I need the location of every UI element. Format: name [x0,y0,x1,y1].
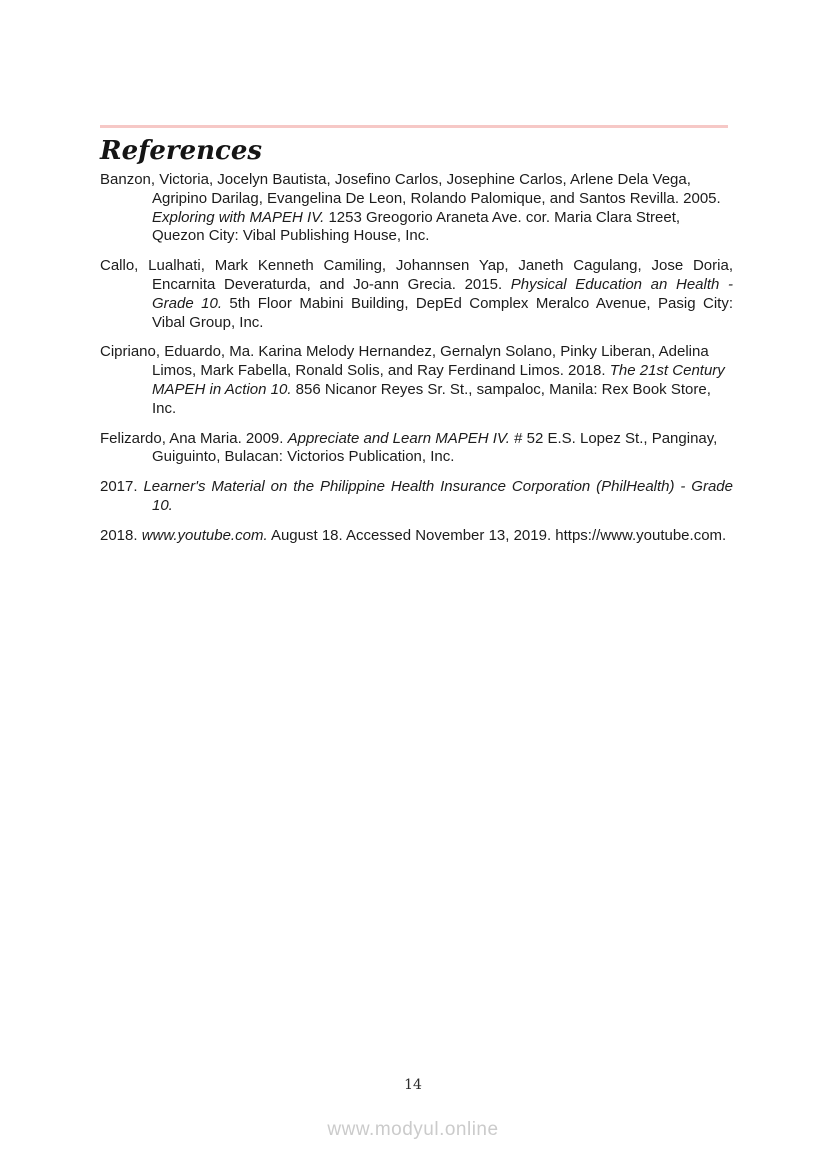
reference-title-segment: Appreciate and Learn MAPEH IV. [287,429,510,447]
reference-text-segment: # 52 E.S. Lopez St., Panginay, Guiguinto, Bulacan: Victorios Publication, Inc. [152,429,718,466]
reference-text-segment: 5th Floor Mabini Building, DepEd Complex Meralco Avenue, Pasig City: Vibal Group, Inc. [152,294,733,331]
reference-text-segment: 856 Nicanor Reyes Sr. St., sampaloc, Manila: Rex Book Store, Inc. [152,380,711,417]
reference-entry [100,257,733,332]
reference-text-segment: 2018. [100,526,142,544]
reference-text-segment: August 18. Accessed November 13, 2019. https://www.youtube.com. [267,526,727,544]
page-title: References [100,136,263,166]
reference-title-segment: Physical Education an Health - Grade 10. [152,275,733,312]
reference-entry [100,527,733,546]
watermark: www.modyul.online [327,1119,499,1140]
reference-title-segment: www.youtube.com. [141,526,268,544]
reference-entry [100,171,733,246]
reference-text-segment: Cipriano, Eduardo, Ma. Karina Melody Hernandez, Gernalyn Solano, Pinky Liberan, Adelina Limos, Mark Fabella, Ronald Solis, and Ray Ferdinand Limos. 2018. [100,343,709,380]
reference-entry [100,343,733,418]
reference-title-segment: Exploring with MAPEH IV. [152,208,325,226]
reference-text-segment: Callo, Lualhati, Mark Kenneth Camiling, Johannsen Yap, Janeth Cagulang, Jose Doria, Encarnita Deveraturda, and Jo-ann Grecia. 2015. [100,257,733,293]
references-list [100,171,733,546]
reference-entry [100,478,733,516]
reference-text-segment: 2017. [100,478,144,496]
reference-text-segment: Banzon, Victoria, Jocelyn Bautista, Josefino Carlos, Josephine Carlos, Arlene Dela Vega, Agripino Darilag, Evangelina De Leon, Rolando Palomique, and Santos Revilla. 2005. [100,171,721,207]
reference-text-segment: Felizardo, Ana Maria. 2009. [100,429,288,447]
header-rule [100,125,728,128]
page-content [100,125,733,557]
reference-title-segment: The 21st Century MAPEH in Action 10. [152,362,725,398]
page-number: 14 [404,1077,422,1093]
reference-title-segment: Learner's Material on the Philippine Health Insurance Corporation (PhilHealth) - Grade 10. [143,478,733,514]
reference-text-segment: 1253 Greogorio Araneta Ave. cor. Maria Clara Street, Quezon City: Vibal Publishing House, Inc. [152,208,681,245]
reference-entry [100,430,733,468]
